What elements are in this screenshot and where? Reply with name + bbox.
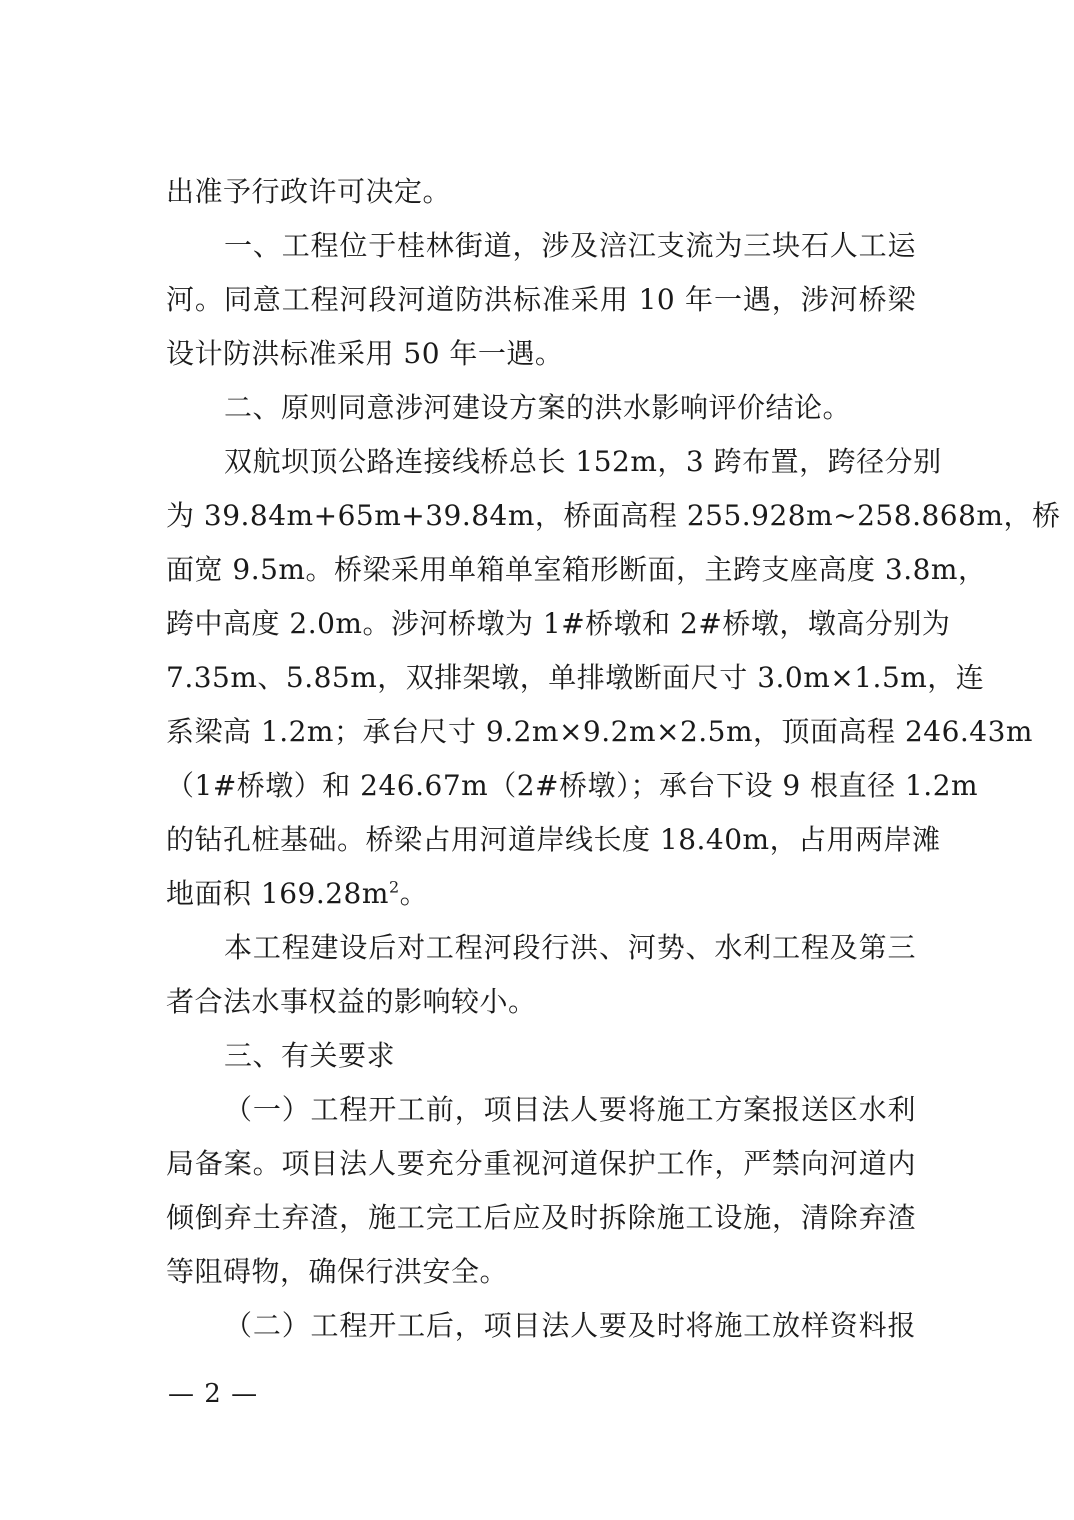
paragraph-line: 出准予行政许可决定。 — [166, 175, 452, 208]
paragraph-line: 的钻孔桩基础。桥梁占用河道岸线长度 18.40m，占用两岸滩 — [166, 823, 941, 856]
section-heading: 二、原则同意涉河建设方案的洪水影响评价结论。 — [224, 391, 852, 424]
area-suffix: 。 — [399, 877, 429, 910]
paragraph-line: 本工程建设后对工程河段行洪、河势、水利工程及第三 — [224, 931, 916, 964]
paragraph-line: （一）工程开工前，项目法人要将施工方案报送区水利 — [224, 1093, 916, 1126]
paragraph-line: 等阻碍物，确保行洪安全。 — [166, 1255, 509, 1288]
paragraph-line: （二）工程开工后，项目法人要及时将施工放样资料报 — [224, 1309, 916, 1342]
paragraph-line: 双航坝顶公路连接线桥总长 152m，3 跨布置，跨径分别 — [224, 445, 942, 478]
paragraph-line: 跨中高度 2.0m。涉河桥墩为 1#桥墩和 2#桥墩，墩高分别为 — [166, 607, 951, 640]
paragraph-line: 一、工程位于桂林街道，涉及涪江支流为三块石人工运 — [224, 229, 916, 262]
paragraph-line-area — [166, 870, 916, 918]
section-heading: 三、有关要求 — [224, 1039, 396, 1072]
paragraph-line: 者合法水事权益的影响较小。 — [166, 985, 537, 1018]
paragraph-line: 系梁高 1.2m；承台尺寸 9.2m×9.2m×2.5m，顶面高程 246.43m — [166, 715, 1033, 748]
paragraph-line: 设计防洪标准采用 50 年一遇。 — [166, 337, 564, 370]
area-text: 地面积 169.28m — [166, 877, 389, 910]
paragraph-line: 面宽 9.5m。桥梁采用单箱单室箱形断面，主跨支座高度 3.8m， — [166, 553, 987, 586]
paragraph-line: 局备案。项目法人要充分重视河道保护工作，严禁向河道内 — [166, 1147, 916, 1180]
paragraph-line: 7.35m、5.85m，双排架墩，单排墩断面尺寸 3.0m×1.5m，连 — [166, 661, 985, 694]
paragraph-line: 河。同意工程河段河道防洪标准采用 10 年一遇，涉河桥梁 — [166, 283, 916, 316]
paragraph-line: （1#桥墩）和 246.67m（2#桥墩）；承台下设 9 根直径 1.2m — [166, 769, 979, 802]
area-superscript: 2 — [388, 877, 400, 897]
paragraph-line: 为 39.84m+65m+39.84m，桥面高程 255.928m~258.868m，桥 — [166, 499, 1061, 532]
paragraph-line: 倾倒弃土弃渣，施工完工后应及时拆除施工设施，清除弃渣 — [166, 1201, 916, 1234]
page-number: — 2 — — [168, 1379, 259, 1409]
